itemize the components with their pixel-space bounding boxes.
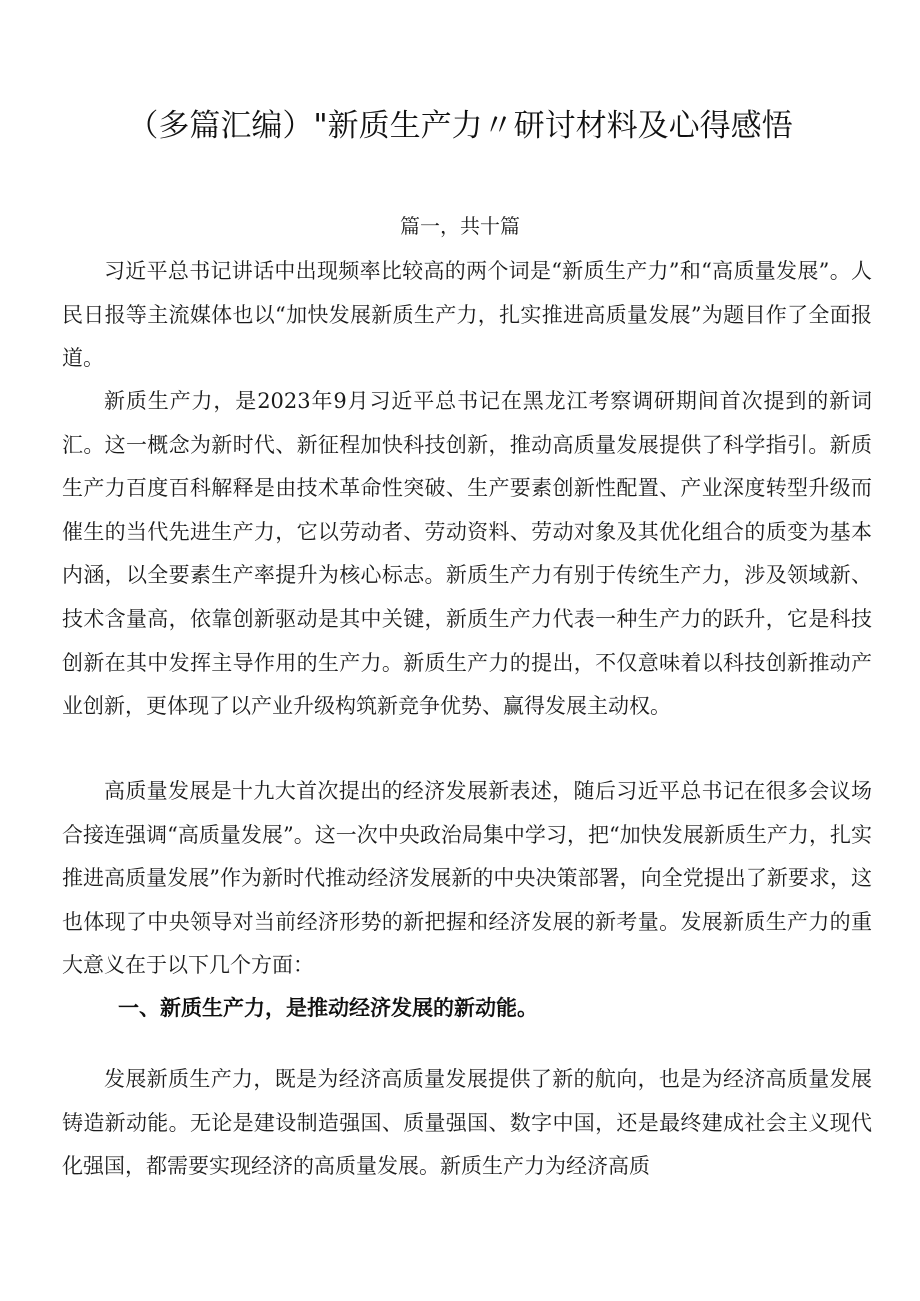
paragraph-3: 高质量发展是十九大首次提出的经济发展新表述，随后习近平总书记在很多会议场合接连强调“高质量发展”。这一次中央政治局集中学习，把“加快发展新质生产力，扎实推进高质量发展”作为新时代推动经济发展新的中央决策部署，向全党提出了新要求，这也体现了中央领导对当前经济形势的新把握和经济发展的新考量。发展新质生产力的重大意义在于以下几个方面： bbox=[62, 779, 872, 978]
paragraph-2: 新质生产力，是2023年9月习近平总书记在黑龙江考察调研期间首次提到的新词汇。这一概念为新时代、新征程加快科技创新，推动高质量发展提供了科学指引。新质生产力百度百科解释是由技术革命性突破、生产要素创新性配置、产业深度转型升级而催生的当代先进生产力，它以劳动者、劳动资料、劳动对象及其优化组合的质变为基本内涵，以全要素生产率提升为核心标志。新质生产力有别于传统生产力，涉及领域新、技术含量高，依靠创新驱动是其中关键，新质生产力代表一种生产力的跃升，它是科技创新在其中发挥主导作用的生产力。新质生产力的提出，不仅意味着以科技创新推动产业创新，更体现了以产业升级构筑新竞争优势、赢得发展主动权。 bbox=[62, 389, 872, 719]
paragraph-4: 发展新质生产力，既是为经济高质量发展提供了新的航向，也是为经济高质量发展铸造新动能。无论是建设制造强国、质量强国、数字中国，还是最终建成社会主义现代化强国，都需要实现经济的高质量发展。新质生产力为经济高质 bbox=[62, 1067, 872, 1179]
subheading-1: 一、新质生产力，是推动经济发展的新动能。 bbox=[118, 996, 538, 1020]
paragraph-1: 习近平总书记讲话中出现频率比较高的两个词是“新质生产力”和“高质量发展”。人民日报等主流媒体也以“加快发展新质生产力，扎实推进高质量发展”为题目作了全面报道。 bbox=[62, 259, 872, 371]
document-title: （多篇汇编）"新质生产力〃研讨材料及心得感悟 bbox=[127, 108, 793, 144]
section-label: 篇一，共十篇 bbox=[400, 214, 520, 238]
